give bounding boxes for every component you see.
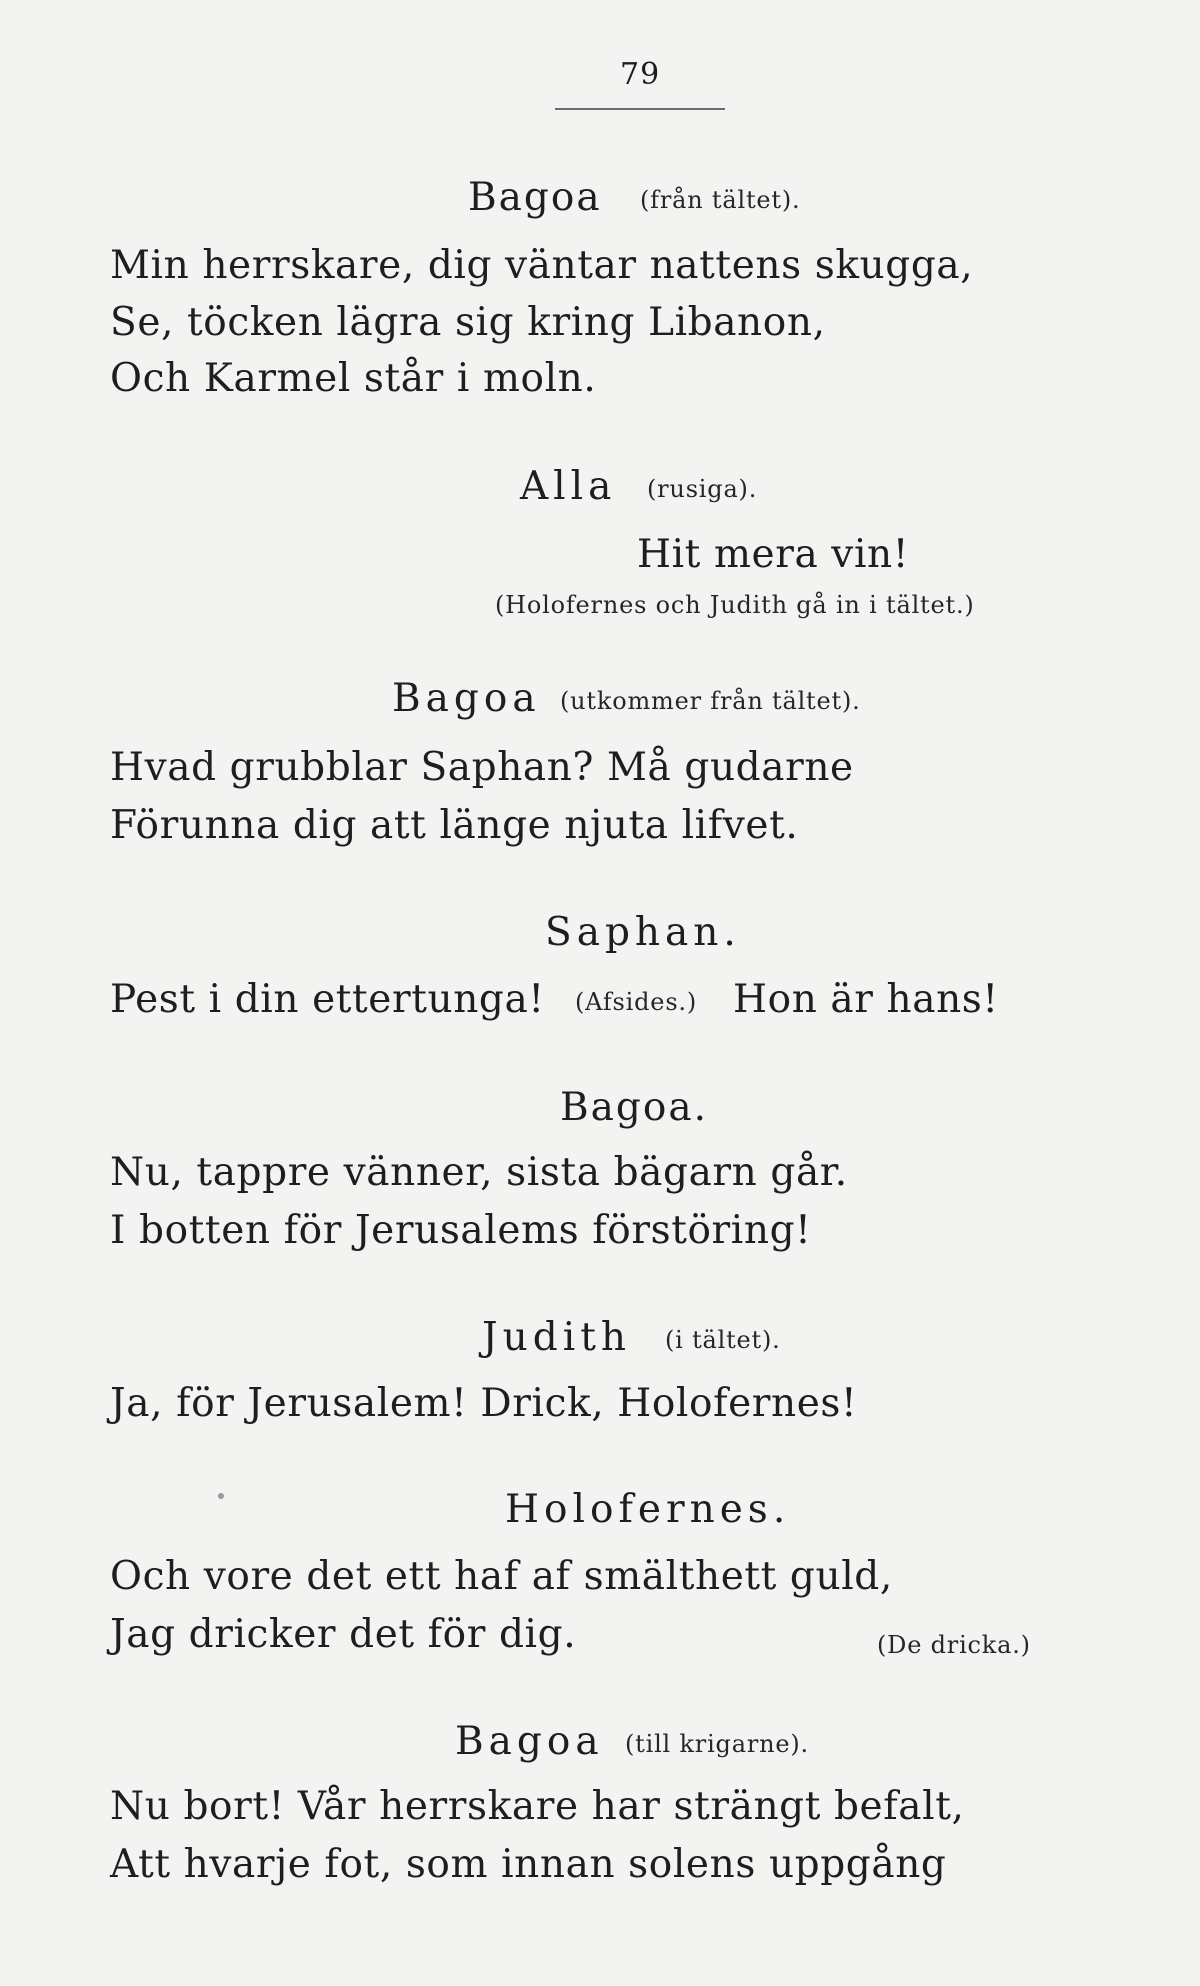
verse-line: Nu, tappre vänner, sista bägarn går. (110, 1150, 848, 1195)
stage-direction: (i tältet). (665, 1326, 781, 1354)
verse-line: Och Karmel står i moln. (110, 356, 597, 401)
verse-line: Hon är hans! (733, 977, 999, 1022)
stage-direction: (till krigarne). (625, 1730, 809, 1758)
speaker-alla: Alla (520, 464, 617, 509)
verse-line: Att hvarje fot, som innan solens uppgång (110, 1842, 947, 1887)
verse-line: Nu bort! Vår herrskare har strängt befalt, (110, 1784, 965, 1829)
stage-direction: (rusiga). (647, 475, 758, 503)
verse-line: Jag dricker det för dig. (110, 1612, 577, 1657)
verse-line: Hvad grubblar Saphan? Må gudarne (110, 745, 854, 790)
speaker-saphan: Saphan. (545, 910, 741, 955)
stage-direction: (Afsides.) (575, 988, 698, 1016)
speaker-bagoa: Bagoa (455, 1719, 604, 1764)
stage-direction: (Holofernes och Judith gå in i tältet.) (495, 591, 975, 619)
verse-line: I botten för Jerusalems förstöring! (110, 1208, 812, 1253)
speaker-bagoa: Bagoa. (560, 1085, 709, 1130)
verse-line: Se, töcken lägra sig kring Libanon, (110, 300, 826, 345)
header-rule (555, 108, 725, 110)
stage-direction: (från tältet). (640, 186, 801, 214)
speaker-bagoa: Bagoa (392, 676, 541, 721)
verse-line: Och vore det ett haf af smälthett guld, (110, 1554, 893, 1599)
verse-line: Pest i din ettertunga! (110, 977, 545, 1022)
speaker-holofernes: Holofernes. (505, 1487, 791, 1532)
page-number: 79 (620, 57, 661, 92)
print-speck (218, 1493, 224, 1499)
stage-direction: (utkommer från tältet). (560, 687, 861, 715)
verse-line: Hit mera vin! (637, 532, 910, 577)
verse-line: Ja, för Jerusalem! Drick, Holofernes! (110, 1381, 858, 1426)
stage-direction: (De dricka.) (877, 1631, 1031, 1659)
verse-line: Förunna dig att länge njuta lifvet. (110, 803, 799, 848)
verse-line: Min herrskare, dig väntar nattens skugga, (110, 243, 974, 288)
speaker-bagoa: Bagoa (468, 175, 602, 220)
speaker-judith: Judith (482, 1315, 631, 1360)
